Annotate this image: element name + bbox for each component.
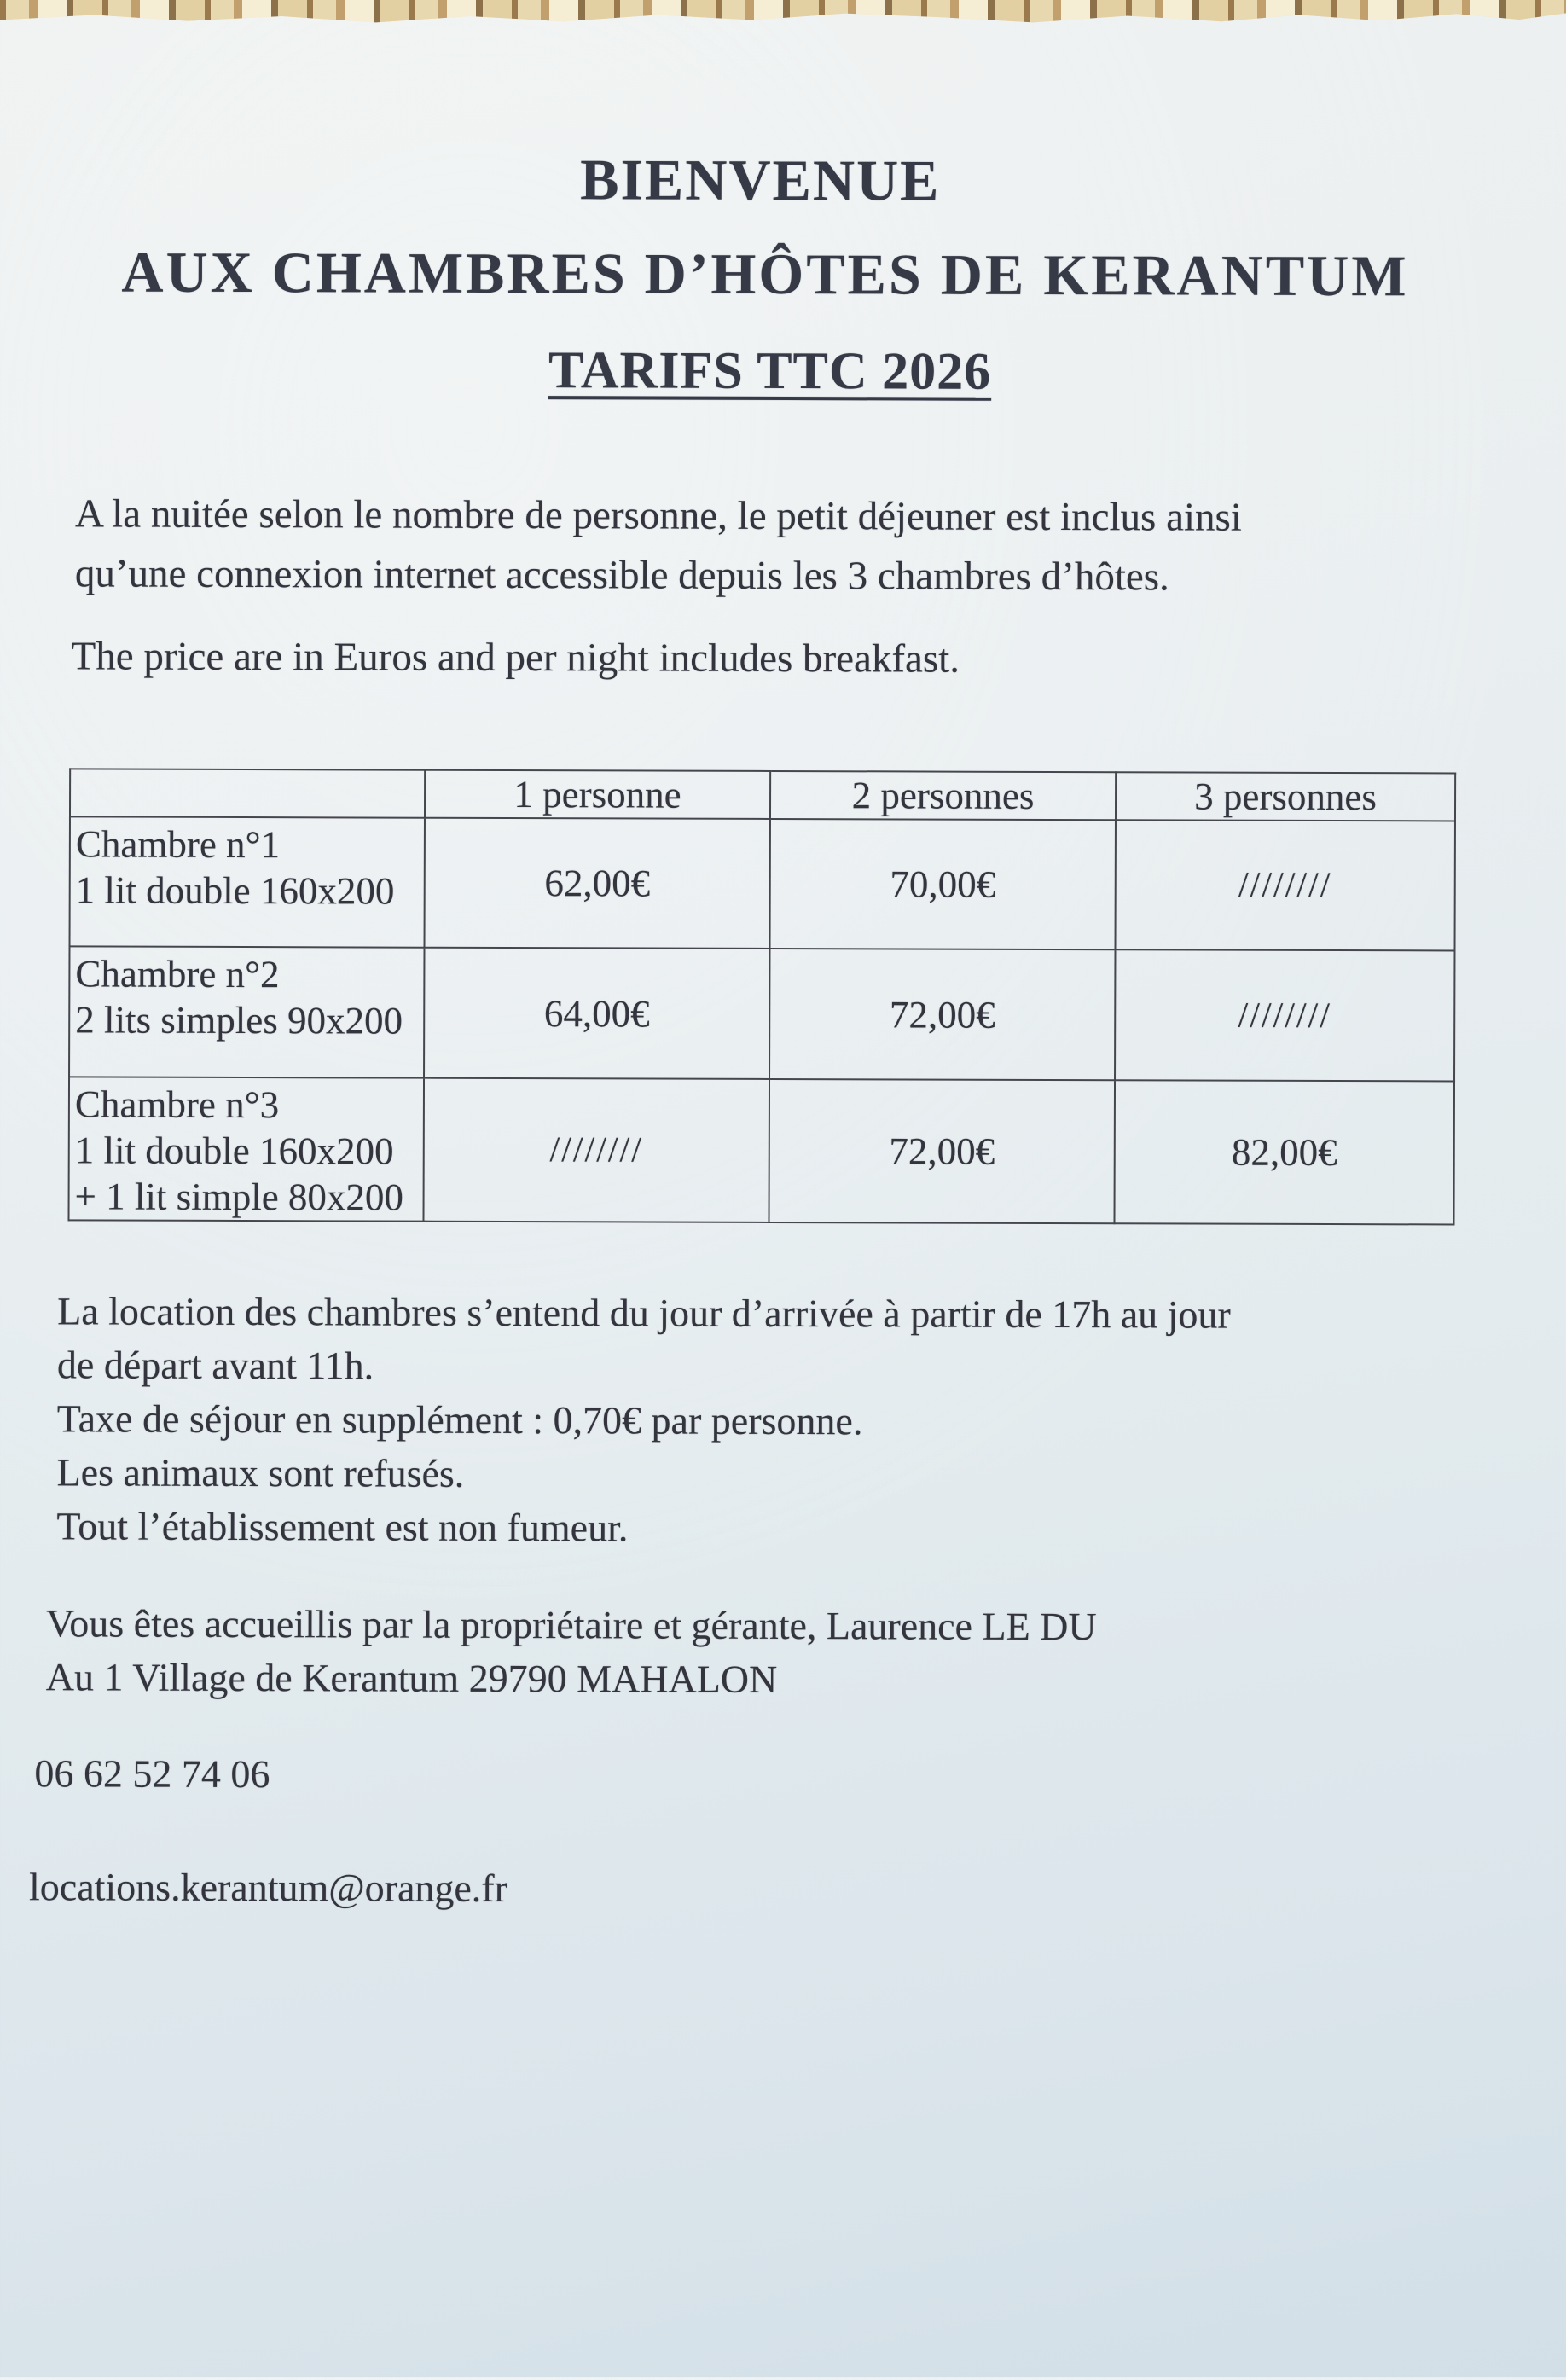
note-tourist-tax: Taxe de séjour en supplément : 0,70€ par personne. — [56, 1396, 863, 1443]
header-1-personne: 1 personne — [425, 770, 770, 819]
header-2-personnes: 2 personnes — [770, 771, 1116, 820]
price-cell: 72,00€ — [769, 949, 1115, 1080]
tariff-table-header-row — [70, 769, 1455, 821]
price-cell: 64,00€ — [424, 948, 769, 1079]
title-tarifs — [0, 339, 1553, 404]
host-and-address: Vous êtes accueillis par la propriétaire et gérante, Laurence LE DU Au 1 Village de Kerantum 29790 MAHALON — [45, 1601, 1097, 1701]
not-available-cell: //////// — [1116, 820, 1455, 950]
email-address: locations.kerantum@orange.fr — [28, 1865, 508, 1910]
tariff-table — [67, 768, 1456, 1225]
phone-number: 06 62 52 74 06 — [34, 1751, 270, 1797]
header-empty-cell — [70, 769, 425, 817]
intro-paragraph-french: A la nuitée selon le nombre de personne, le petit déjeuner est inclus ainsi qu’une connexion internet accessible depuis les 3 chambres d’hôtes. — [74, 491, 1243, 600]
room-label: Chambre n°2 2 lits simples 90x200 — [69, 946, 424, 1077]
table-row-chambre-2 — [69, 946, 1454, 1081]
room-label: Chambre n°1 1 lit double 160x200 — [70, 816, 425, 947]
note-rental-hours: La location des chambres s’entend du jour d’arrivée à partir de 17h au jour de départ avant 11h. — [56, 1289, 1231, 1388]
price-cell: 72,00€ — [768, 1079, 1115, 1223]
note-no-smoking: Tout l’établissement est non fumeur. — [56, 1504, 629, 1550]
price-cell: 62,00€ — [425, 818, 770, 949]
title-tarifs-underlined-text: TARIFS TTC 2026 — [548, 341, 992, 401]
table-row-chambre-3 — [69, 1077, 1455, 1224]
header-3-personnes: 3 personnes — [1116, 772, 1455, 821]
room-label: Chambre n°3 1 lit double 160x200 + 1 lit simple 80x200 — [69, 1077, 425, 1221]
not-available-cell: //////// — [424, 1078, 770, 1222]
title-bienvenue: BIENVENUE — [580, 147, 941, 213]
not-available-cell: //////// — [1115, 949, 1454, 1081]
price-cell: 70,00€ — [770, 819, 1116, 949]
price-cell: 82,00€ — [1114, 1080, 1454, 1224]
note-no-animals: Les animaux sont refusés. — [56, 1450, 465, 1495]
table-row-chambre-1 — [70, 816, 1455, 950]
conditions-notes — [56, 1284, 1524, 1557]
intro-paragraph-english: The price are in Euros and per night includes breakfast. — [71, 634, 960, 682]
title-establishment: AUX CHAMBRES D’HÔTES DE KERANTUM — [121, 239, 1409, 309]
